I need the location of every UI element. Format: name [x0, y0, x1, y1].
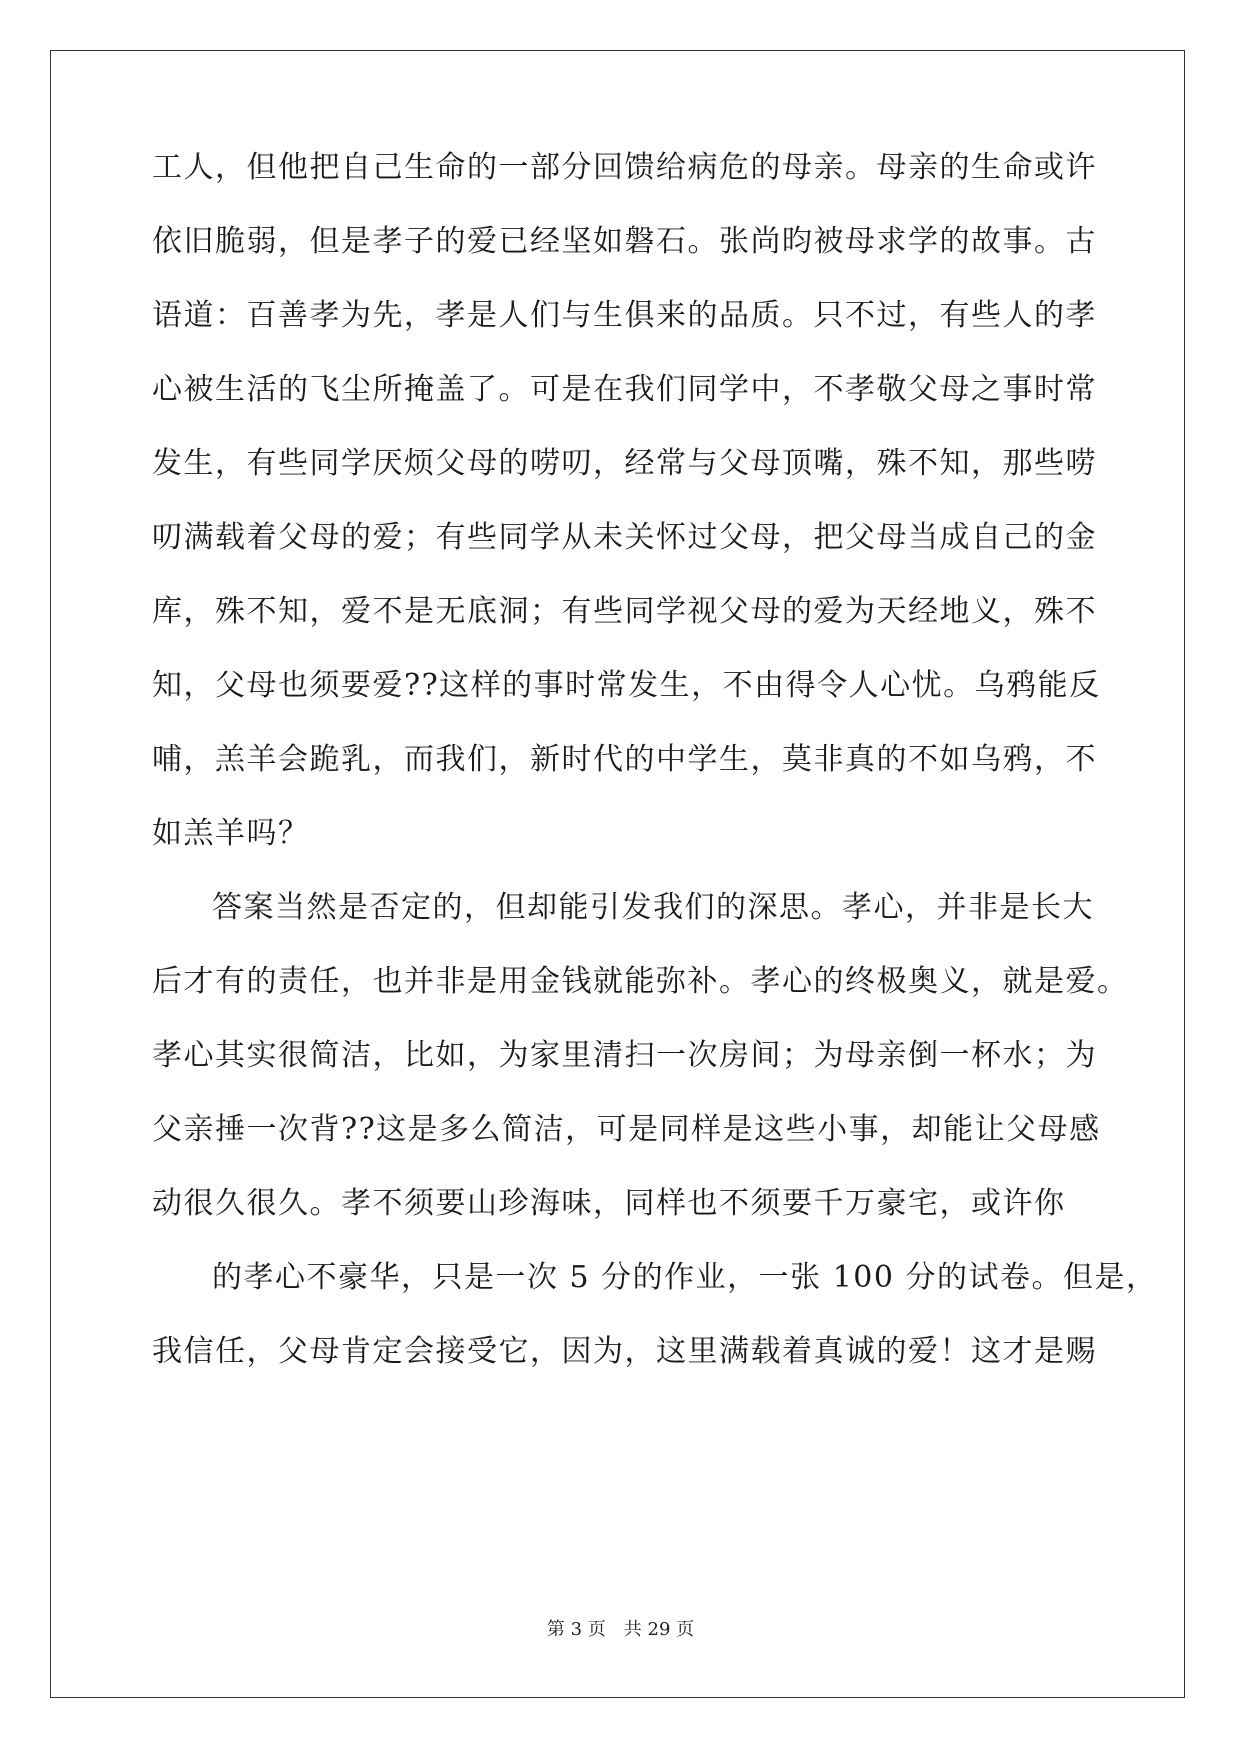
text-line: 库，殊不知，爱不是无底洞；有些同学视父母的爱为天经地义，殊不	[152, 594, 1097, 629]
text-line: 的孝心不豪华，只是一次 5 分的作业，一张 100 分的试卷。但是，	[212, 1260, 1158, 1295]
text-line: 叨满载着父母的爱；有些同学从未关怀过父母，把父母当成自己的金	[152, 520, 1097, 555]
text-line: 后才有的责任，也并非是用金钱就能弥补。孝心的终极奥义，就是爱。	[152, 964, 1129, 999]
text-line: 依旧脆弱，但是孝子的爱已经坚如磐石。张尚昀被母求学的故事。古	[152, 224, 1097, 259]
text-line: 如羔羊吗？	[152, 816, 310, 851]
text-line: 我信任，父母肯定会接受它，因为，这里满载着真诚的爱！这才是赐	[152, 1334, 1097, 1369]
text-line: 父亲捶一次背??这是多么简洁，可是同样是这些小事，却能让父母感	[152, 1112, 1101, 1147]
text-line: 答案当然是否定的，但却能引发我们的深思。孝心，并非是长大	[212, 890, 1094, 925]
text-line: 发生，有些同学厌烦父母的唠叨，经常与父母顶嘴，殊不知，那些唠	[152, 446, 1097, 481]
text-line: 心被生活的飞尘所掩盖了。可是在我们同学中，不孝敬父母之事时常	[152, 372, 1097, 407]
text-line: 哺，羔羊会跪乳，而我们，新时代的中学生，莫非真的不如乌鸦，不	[152, 742, 1097, 777]
text-line: 知，父母也须要爱??这样的事时常发生，不由得令人心忧。乌鸦能反	[152, 668, 1101, 703]
text-line: 语道：百善孝为先，孝是人们与生俱来的品质。只不过，有些人的孝	[152, 298, 1097, 333]
page-number-footer: 第 3 页 共 29 页	[546, 1619, 695, 1640]
text-line: 工人，但他把自己生命的一部分回馈给病危的母亲。母亲的生命或许	[152, 150, 1097, 185]
text-line: 孝心其实很简洁，比如，为家里清扫一次房间；为母亲倒一杯水；为	[152, 1038, 1097, 1073]
text-line: 动很久很久。孝不须要山珍海味，同样也不须要千万豪宅，或许你	[152, 1186, 1066, 1221]
